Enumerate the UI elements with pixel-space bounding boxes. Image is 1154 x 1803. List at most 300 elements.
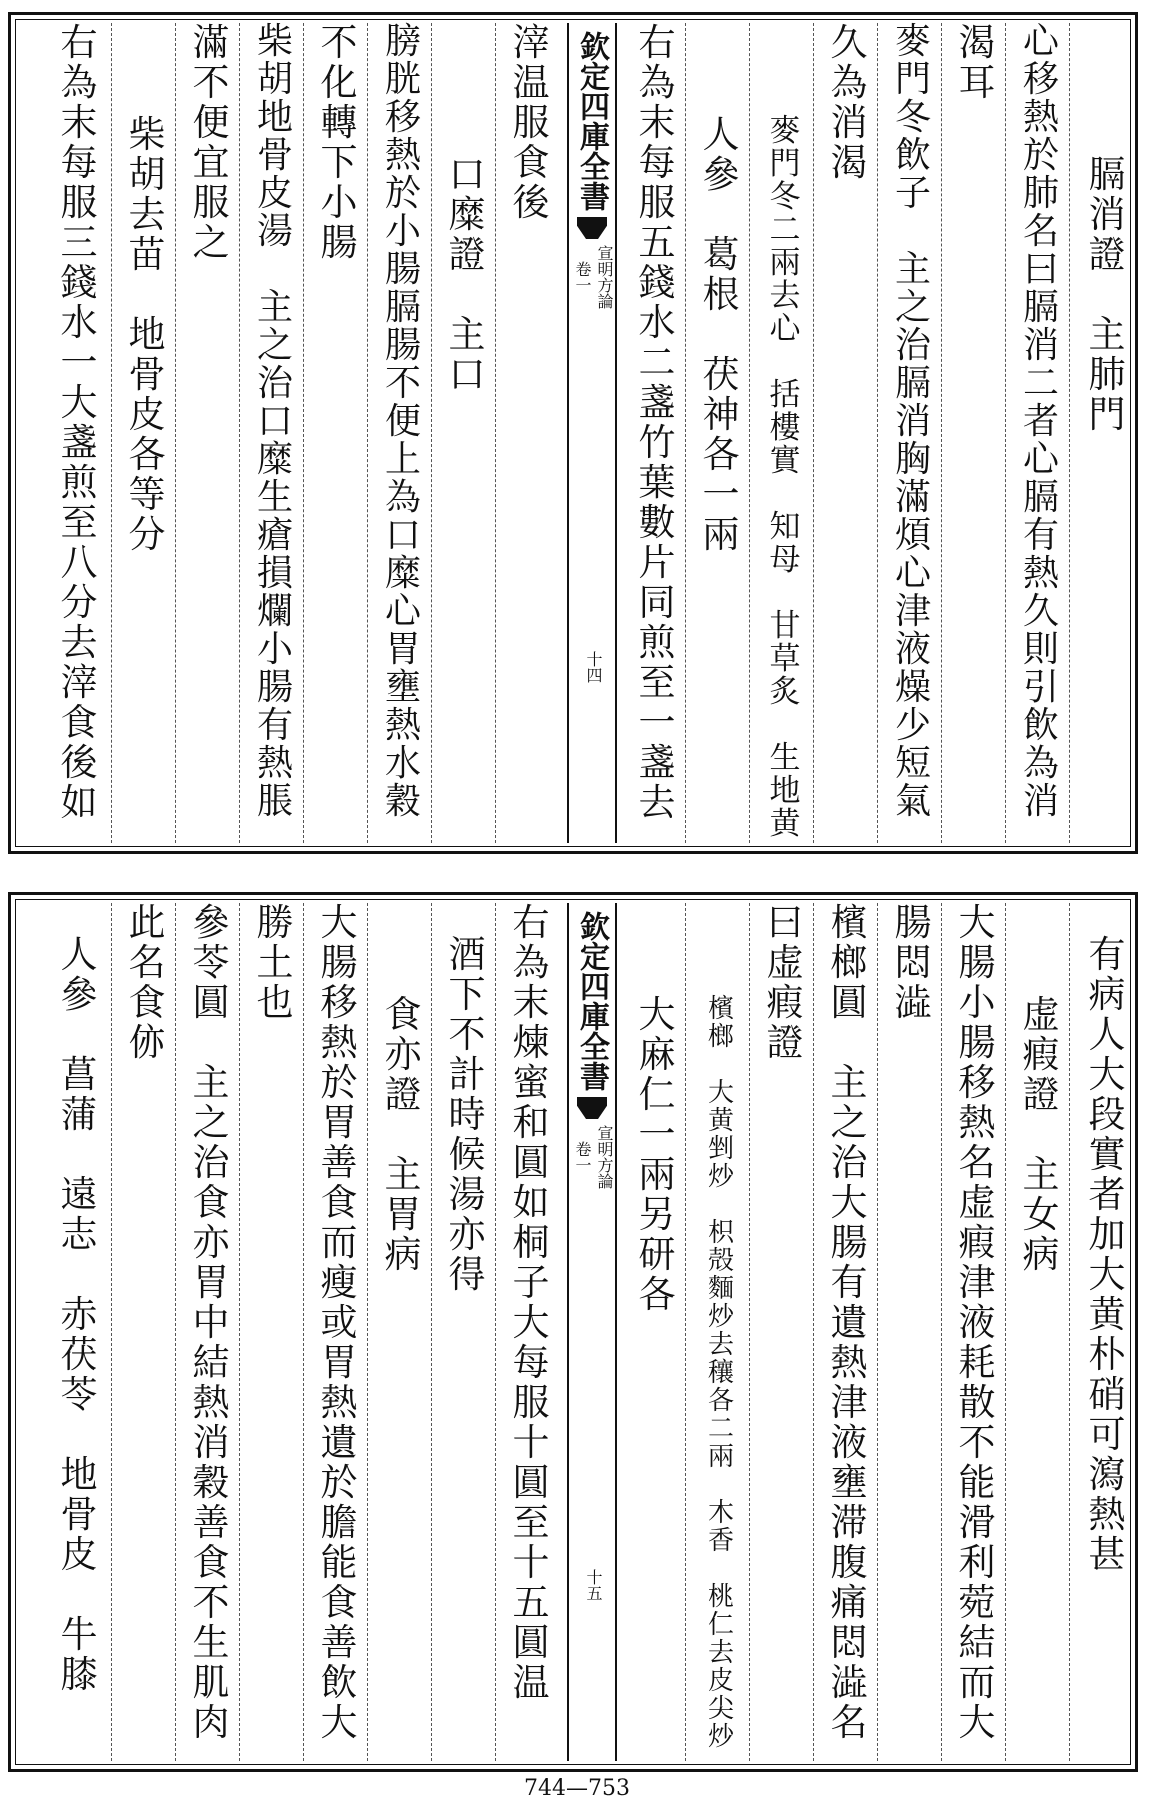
column-rule: [1005, 23, 1006, 843]
glyph: 氣: [894, 781, 931, 822]
glyph: 志: [60, 1213, 98, 1256]
glyph: 而: [320, 1221, 358, 1264]
glyph: 大: [60, 381, 98, 424]
glyph: 胡: [256, 59, 293, 100]
column-rule: [749, 903, 750, 1761]
glyph: 大: [1088, 1053, 1126, 1096]
glyph: 各: [128, 433, 166, 476]
glyph: 骨: [128, 353, 166, 396]
glyph: 之: [894, 287, 931, 328]
glyph: 熱: [958, 1101, 996, 1144]
glyph: 為: [512, 941, 550, 984]
glyph: 大: [958, 901, 996, 944]
glyph: 少: [894, 705, 931, 746]
glyph: 人: [60, 933, 98, 976]
glyph: 腹: [830, 1541, 868, 1584]
gutter-book: 宣明方論: [595, 1125, 614, 1189]
glyph: 心: [769, 311, 801, 347]
glyph: 兩: [707, 1442, 734, 1472]
glyph: 冬: [894, 97, 931, 138]
glyph: 小: [256, 629, 293, 670]
glyph: 心: [384, 591, 421, 632]
glyph: 遠: [60, 1173, 98, 1216]
column-rule: [941, 903, 942, 1761]
glyph: 生: [769, 740, 801, 776]
glyph: 生: [192, 1621, 230, 1664]
glyph: 此: [128, 901, 166, 944]
glyph: 不: [192, 1581, 230, 1624]
glyph: 葉: [638, 461, 676, 504]
glyph: 病: [1022, 1233, 1060, 1276]
gutter-title: 欽定四庫全書: [574, 911, 609, 1091]
glyph: 熱: [384, 135, 421, 176]
glyph: 檳: [707, 994, 734, 1024]
glyph: 如: [512, 1181, 550, 1224]
glyph: 葛: [702, 233, 740, 276]
column-rule: [111, 23, 112, 843]
text-column: [51, 935, 107, 1695]
glyph: 朴: [1088, 1333, 1126, 1376]
glyph: 去: [60, 621, 98, 664]
glyph: 硝: [1088, 1373, 1126, 1416]
column-rule: [239, 23, 240, 843]
text-column: [247, 903, 303, 1023]
column-rule: [685, 903, 686, 1761]
glyph: 段: [1088, 1093, 1126, 1136]
glyph: 痛: [830, 1581, 868, 1624]
glyph: 分: [60, 581, 98, 624]
glyph: 便: [384, 401, 421, 442]
glyph: 有: [830, 1261, 868, 1304]
glyph: 柴: [128, 113, 166, 156]
glyph: 證: [1022, 1073, 1060, 1116]
glyph: 瀉: [1088, 1453, 1126, 1496]
glyph: 中: [192, 1301, 230, 1344]
glyph: 水: [384, 743, 421, 784]
column-rule: [431, 23, 432, 843]
glyph: 樓: [769, 410, 801, 446]
glyph: 腸: [256, 667, 293, 708]
glyph: 大: [830, 1181, 868, 1224]
glyph: 為: [830, 61, 868, 104]
glyph: 服: [60, 181, 98, 224]
glyph: 湯: [448, 1173, 486, 1216]
glyph: 菖: [60, 1053, 98, 1096]
glyph: 胃: [192, 1261, 230, 1304]
glyph: 苓: [192, 941, 230, 984]
glyph: 消: [1088, 193, 1126, 236]
glyph: 耳: [958, 61, 996, 104]
glyph: 不: [448, 1013, 486, 1056]
glyph: 澁: [830, 1661, 868, 1704]
glyph: 口: [448, 353, 486, 396]
glyph: 或: [320, 1301, 358, 1344]
glyph: 小: [958, 981, 996, 1024]
column-rule: [367, 23, 368, 843]
glyph: 上: [384, 439, 421, 480]
glyph: 兩: [769, 245, 801, 281]
column-rule: [813, 23, 814, 843]
glyph: 一: [702, 473, 740, 516]
glyph: 食: [192, 1181, 230, 1224]
glyph: 香: [707, 1526, 734, 1556]
glyph: 甘: [769, 608, 801, 644]
glyph: 候: [448, 1133, 486, 1176]
glyph: 肺: [1088, 353, 1126, 396]
glyph: 滓: [512, 21, 550, 64]
glyph: 五: [512, 1581, 550, 1624]
glyph: 二: [1022, 363, 1059, 404]
glyph: 不: [384, 363, 421, 404]
glyph: 移: [958, 1061, 996, 1104]
glyph: 久: [830, 21, 868, 64]
text-column: [757, 903, 813, 1063]
glyph: 食: [60, 701, 98, 744]
glyph: 治: [894, 325, 931, 366]
glyph: 胃: [384, 629, 421, 670]
text-column: [1079, 935, 1135, 1575]
glyph: 一: [638, 701, 676, 744]
glyph: 口: [384, 515, 421, 556]
glyph: 同: [638, 581, 676, 624]
glyph: 檳: [830, 901, 868, 944]
glyph: 主: [384, 1153, 422, 1196]
column-rule: [941, 23, 942, 843]
glyph: 炒: [707, 1162, 734, 1192]
glyph: 每: [512, 1341, 550, 1384]
glyph: 女: [1022, 1193, 1060, 1236]
glyph: 津: [958, 1261, 996, 1304]
glyph: 名: [830, 1701, 868, 1744]
glyph: 熱: [384, 705, 421, 746]
glyph: 和: [512, 1101, 550, 1144]
column-rule: [367, 903, 368, 1761]
glyph: 病: [1088, 973, 1126, 1016]
glyph: 圓: [830, 981, 868, 1024]
glyph: 煉: [512, 1021, 550, 1064]
glyph: 穰: [707, 1358, 734, 1388]
gutter-volume: 卷一: [573, 261, 592, 293]
glyph: 主: [256, 287, 293, 328]
glyph: 至: [60, 501, 98, 544]
glyph: 神: [702, 393, 740, 436]
glyph: 研: [638, 1233, 676, 1276]
glyph: 黄: [707, 1106, 734, 1136]
text-column: [311, 903, 367, 1743]
glyph: 胃: [320, 1341, 358, 1384]
glyph: 柴: [256, 21, 293, 62]
glyph: 治: [256, 363, 293, 404]
glyph: 證: [448, 233, 486, 276]
gutter-title: 欽定四庫全書: [574, 31, 609, 211]
glyph: 榔: [830, 941, 868, 984]
glyph: 消: [830, 101, 868, 144]
glyph: 二: [707, 1414, 734, 1444]
glyph: 腸: [320, 941, 358, 984]
glyph: 食: [384, 993, 422, 1036]
glyph: 遺: [320, 1421, 358, 1464]
glyph: 一: [638, 1113, 676, 1156]
glyph: 澁: [894, 981, 932, 1024]
glyph: 去: [707, 1638, 734, 1668]
glyph: 治: [830, 1141, 868, 1184]
glyph: 耗: [958, 1341, 996, 1384]
glyph: 於: [1022, 135, 1059, 176]
glyph: 皮: [707, 1666, 734, 1696]
glyph: 十: [512, 1541, 550, 1584]
glyph: 木: [707, 1498, 734, 1528]
glyph: 後: [512, 181, 550, 224]
text-column: [51, 23, 107, 823]
glyph: 燥: [894, 667, 931, 708]
glyph: 茯: [702, 353, 740, 396]
glyph: 腸: [320, 221, 358, 264]
glyph: 得: [448, 1253, 486, 1296]
glyph: 能: [320, 1541, 358, 1584]
column-rule: [175, 23, 176, 843]
glyph: 為: [1022, 743, 1059, 784]
glyph: 皮: [128, 393, 166, 436]
glyph: 大: [638, 993, 676, 1036]
column-rule: [813, 903, 814, 1761]
glyph: 滿: [192, 21, 230, 64]
text-column: [439, 155, 495, 395]
glyph: 瘦: [320, 1261, 358, 1304]
glyph: 服: [192, 181, 230, 224]
glyph: 尖: [707, 1694, 734, 1724]
gutter-volume: 卷一: [573, 1141, 592, 1173]
glyph: 亦: [384, 1033, 422, 1076]
glyph: 皮: [60, 1533, 98, 1576]
glyph: 兩: [638, 1153, 676, 1196]
glyph: 炒: [707, 1302, 734, 1332]
page-top: [8, 12, 1138, 854]
glyph: 飲: [320, 1661, 358, 1704]
glyph: 後: [60, 741, 98, 784]
glyph: 心: [1022, 439, 1059, 480]
text-column: [1079, 155, 1135, 435]
glyph: 結: [958, 1621, 996, 1664]
glyph: 母: [769, 542, 801, 578]
glyph: 剉: [707, 1134, 734, 1164]
glyph: 肌: [192, 1661, 230, 1704]
glyph: 膈: [384, 287, 421, 328]
glyph: 實: [769, 443, 801, 479]
glyph: 心: [894, 553, 931, 594]
column-rule: [431, 903, 432, 1761]
glyph: 竹: [638, 421, 676, 464]
glyph: 治: [192, 1141, 230, 1184]
glyph: 桐: [512, 1221, 550, 1264]
glyph: 麻: [638, 1033, 676, 1076]
column-rule: [239, 903, 240, 1761]
glyph: 善: [320, 1141, 358, 1184]
glyph: 仁: [638, 1073, 676, 1116]
glyph: 至: [512, 1501, 550, 1544]
glyph: 赤: [60, 1293, 98, 1336]
text-column: [693, 995, 749, 1751]
glyph: 水: [638, 301, 676, 344]
text-column: [1013, 23, 1069, 821]
glyph: 膈: [1022, 287, 1059, 328]
glyph: 皮: [256, 173, 293, 214]
glyph: 壅: [830, 1461, 868, 1504]
glyph: 熱: [1022, 553, 1059, 594]
text-column: [629, 23, 685, 823]
glyph: 證: [384, 1073, 422, 1116]
glyph: 參: [702, 153, 740, 196]
glyph: 每: [638, 141, 676, 184]
glyph: 兩: [702, 513, 740, 556]
glyph: 十: [512, 1421, 550, 1464]
glyph: 瘡: [256, 515, 293, 556]
glyph: 消: [1022, 781, 1059, 822]
glyph: 便: [192, 101, 230, 144]
glyph: 煩: [894, 515, 931, 556]
glyph: 麵: [707, 1274, 734, 1304]
glyph: 地: [256, 97, 293, 138]
glyph: 者: [1088, 1173, 1126, 1216]
glyph: 渴: [958, 21, 996, 64]
text-column: [119, 903, 175, 1063]
glyph: 右: [60, 21, 98, 64]
column-rule: [749, 23, 750, 843]
glyph: 於: [320, 1461, 358, 1504]
text-column: [247, 23, 303, 821]
glyph: 一: [60, 341, 98, 384]
glyph: 土: [256, 941, 294, 984]
glyph: 善: [192, 1501, 230, 1544]
glyph: 麥: [769, 113, 801, 149]
glyph: 門: [894, 59, 931, 100]
column-rule: [495, 903, 496, 1761]
glyph: 人: [702, 113, 740, 156]
glyph: 圓: [512, 1461, 550, 1504]
glyph: 茯: [60, 1333, 98, 1376]
glyph: 悶: [830, 1621, 868, 1664]
glyph: 骨: [60, 1493, 98, 1536]
text-column: [821, 903, 877, 1743]
glyph: 之: [192, 1101, 230, 1144]
glyph: 盞: [638, 381, 676, 424]
glyph: 者: [1022, 401, 1059, 442]
glyph: 每: [60, 141, 98, 184]
glyph: 瘕: [958, 1221, 996, 1264]
text-column: [885, 23, 941, 821]
glyph: 八: [60, 541, 98, 584]
glyph: 腸: [384, 249, 421, 290]
column-rule: [303, 23, 304, 843]
glyph: 消: [192, 1421, 230, 1464]
glyph: 黄: [1088, 1293, 1126, 1336]
glyph: 損: [256, 553, 293, 594]
glyph: 參: [192, 901, 230, 944]
glyph: 另: [638, 1193, 676, 1236]
glyph: 有: [256, 705, 293, 746]
text-column: [119, 115, 175, 555]
glyph: 亦: [192, 1221, 230, 1264]
glyph: 腸: [894, 901, 932, 944]
glyph: 右: [638, 21, 676, 64]
glyph: 盞: [638, 741, 676, 784]
text-column: [949, 903, 1005, 1743]
glyph: 亦: [448, 1213, 486, 1256]
glyph: 主: [1022, 1153, 1060, 1196]
glyph: 主: [448, 313, 486, 356]
glyph: 參: [60, 973, 98, 1016]
glyph: 食: [192, 1541, 230, 1584]
glyph: 主: [1088, 313, 1126, 356]
glyph: 消: [894, 401, 931, 442]
glyph: 甚: [1088, 1533, 1126, 1576]
glyph: 為: [638, 61, 676, 104]
glyph: 之: [192, 221, 230, 264]
glyph: 主: [192, 1061, 230, 1104]
text-column: [949, 23, 1005, 103]
glyph: 菀: [958, 1581, 996, 1624]
glyph: 大: [320, 1701, 358, 1744]
glyph: 悶: [894, 941, 932, 984]
glyph: 大: [958, 1701, 996, 1744]
column-rule: [111, 903, 112, 1761]
glyph: 主: [830, 1061, 868, 1104]
glyph: 轉: [320, 101, 358, 144]
glyph: 煎: [60, 461, 98, 504]
glyph: 膈: [1088, 153, 1126, 196]
glyph: 口: [448, 153, 486, 196]
glyph: 名: [1022, 211, 1059, 252]
gutter-folio: 十五: [584, 1569, 603, 1601]
glyph: 消: [1022, 325, 1059, 366]
glyph: 去: [707, 1330, 734, 1360]
text-column: [311, 23, 367, 263]
glyph: 門: [769, 146, 801, 182]
glyph: 瘕: [1022, 1033, 1060, 1076]
glyph: 證: [1088, 233, 1126, 276]
glyph: 殻: [707, 1246, 734, 1276]
text-column: [503, 23, 559, 223]
glyph: 末: [512, 981, 550, 1024]
text-column: [693, 115, 749, 555]
glyph: 津: [894, 591, 931, 632]
glyph: 地: [128, 313, 166, 356]
glyph: 渴: [830, 141, 868, 184]
glyph: 胸: [894, 439, 931, 480]
glyph: 證: [766, 1021, 804, 1064]
glyph: 宜: [192, 141, 230, 184]
glyph: 熱: [320, 1021, 358, 1064]
glyph: 移: [1022, 59, 1059, 100]
glyph: 化: [320, 61, 358, 104]
glyph: 小: [384, 211, 421, 252]
glyph: 等: [128, 473, 166, 516]
glyph: 骨: [256, 135, 293, 176]
glyph: 盞: [60, 421, 98, 464]
glyph: 榔: [707, 1022, 734, 1052]
glyph: 生: [256, 477, 293, 518]
glyph: 各: [702, 433, 740, 476]
glyph: 糜: [384, 553, 421, 594]
glyph: 之: [830, 1101, 868, 1144]
glyph: 數: [638, 501, 676, 544]
glyph: 去: [128, 193, 166, 236]
text-column: [885, 903, 941, 1023]
glyph: 胱: [384, 59, 421, 100]
glyph: 炒: [707, 1722, 734, 1752]
glyph: 酒: [448, 933, 486, 976]
glyph: 有: [1022, 515, 1059, 556]
glyph: 二: [769, 212, 801, 248]
